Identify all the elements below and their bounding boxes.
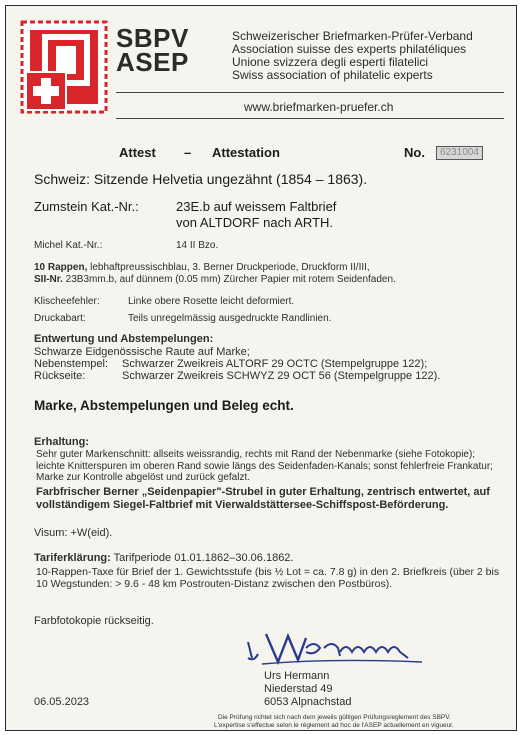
brand-sbpv: SBPV	[116, 23, 189, 53]
zumstein-label: Zumstein Kat.-Nr.:	[34, 199, 139, 214]
certificate-sheet	[5, 5, 517, 731]
tarif-heading-line	[34, 552, 293, 564]
description-line-1	[34, 262, 370, 273]
issue-date: 06.05.2023	[34, 696, 90, 708]
druckabart-value: Teils unregelmässig ausgedruckte Randlinien.	[128, 313, 332, 324]
assoc-line-en: Swiss association of philatelic experts	[232, 68, 433, 82]
header-rule-bottom	[116, 118, 504, 119]
fotokopie-note: Farbfotokopie rückseitig.	[34, 615, 154, 627]
assoc-line-it: Unione svizzera degli esperti filatelici	[232, 55, 429, 69]
description-line-2-bold: SII-Nr.	[34, 274, 63, 285]
description-line-2	[34, 274, 396, 285]
rueckseite-value: Schwarzer Zweikreis SCHWYZ 29 OCT 56 (Stempelgruppe 122).	[122, 370, 441, 382]
entwertung-line-1: Schwarze Eidgenössische Raute auf Marke;	[34, 346, 250, 358]
michel-label: Michel Kat.-Nr.:	[34, 240, 103, 251]
tarif-text: 10-Rappen-Taxe für Brief der 1. Gewichtsstufe (bis ½ Lot = ca. 7.8 g) in den 2. Briefkreis (über 2 bis 10 Wegstunden: > 9.6 - 48 km Postrouten-Distanz zwischen den Postbüros).	[36, 566, 500, 590]
description-line-1-bold: 10 Rappen,	[34, 262, 88, 273]
verdict: Marke, Abstempelungen und Beleg echt.	[34, 398, 294, 413]
description-line-1-rest: lebhaftpreussischblau, 3. Berner Druckperiode, Druckform II/III,	[87, 262, 370, 273]
tarif-heading: Tariferklärung:	[34, 552, 111, 564]
assoc-line-fr: Association suisse des experts philatéliques	[232, 42, 467, 56]
handwritten-signature-icon	[242, 628, 432, 668]
description-line-2-rest: 23B3mm.b, auf dünnem (0.05 mm) Zürcher Papier mit rotem Seidenfaden.	[62, 274, 396, 285]
tarif-period: Tarifperiode 01.01.1862–30.06.1862.	[110, 552, 294, 564]
certificate-no-label: No.	[404, 145, 425, 160]
entwertung-heading: Entwertung und Abstempelungen:	[34, 333, 214, 345]
header-rule-top	[116, 92, 504, 93]
footer-line-de: Die Prüfung richtet sich nach dem jeweils gültigen Prüfungsreglement des SBPV.	[218, 714, 451, 721]
erhaltung-summary: Farbfrischer Berner „Seidenpapier"-Strubel in guter Erhaltung, zentrisch entwertet, auf vollständigem Siegel-Faltbrief mit Vierwaldstättersee-Schiffspost-Beförderung.	[36, 486, 490, 511]
certificate-number: 6231004	[436, 146, 483, 160]
klischee-label: Klischeefehler:	[34, 296, 100, 307]
erhaltung-heading: Erhaltung:	[34, 436, 89, 448]
subject-line: Schweiz: Sitzende Helvetia ungezähnt (1854 – 1863).	[34, 171, 368, 187]
visum: Visum: +W(eid).	[34, 527, 113, 539]
title-attestation: Attestation	[212, 145, 280, 160]
website-url: www.briefmarken-pruefer.ch	[244, 100, 394, 114]
title-dash: –	[184, 145, 192, 160]
expert-name: Urs Hermann	[264, 670, 330, 682]
rueckseite-label: Rückseite:	[34, 370, 86, 382]
zumstein-value-2: von ALTDORF nach ARTH.	[176, 215, 334, 230]
expert-city: 6053 Alpnachstad	[264, 696, 352, 708]
assoc-line-de: Schweizerischer Briefmarken-Prüfer-Verband	[232, 29, 473, 43]
erhaltung-text: Sehr guter Markenschnitt: allseits weissrandig, rechts mit Rand der Nebenmarke (siehe Fotokopie); leichte Knitterspuren im oberen Rand sowie längs des Seidenfaden-Kanals; sonst fehlerfreie Frankatur; Marke zur Kontrolle abgelöst und zurück gefalzt.	[36, 449, 493, 483]
nebenstempel-value: Schwarzer Zweikreis ALTORF 29 OCTC (Stempelgruppe 122);	[122, 358, 428, 370]
klischee-value: Linke obere Rosette leicht deformiert.	[128, 296, 295, 307]
zumstein-value-1: 23E.b auf weissem Faltbrief	[176, 199, 337, 214]
footer-line-fr: L'expertise s'effectue selon le règlement ad hoc de l'ASEP actuellement en vigueur.	[214, 722, 454, 729]
nebenstempel-label: Nebenstempel:	[34, 358, 108, 370]
michel-value: 14 II Bzo.	[176, 240, 219, 251]
title-attest: Attest	[119, 145, 156, 160]
expert-street: Niederstad 49	[264, 683, 333, 695]
druckabart-label: Druckabart:	[34, 313, 86, 324]
brand-asep: ASEP	[116, 47, 189, 77]
sbpv-stamp-logo-icon	[20, 20, 108, 114]
